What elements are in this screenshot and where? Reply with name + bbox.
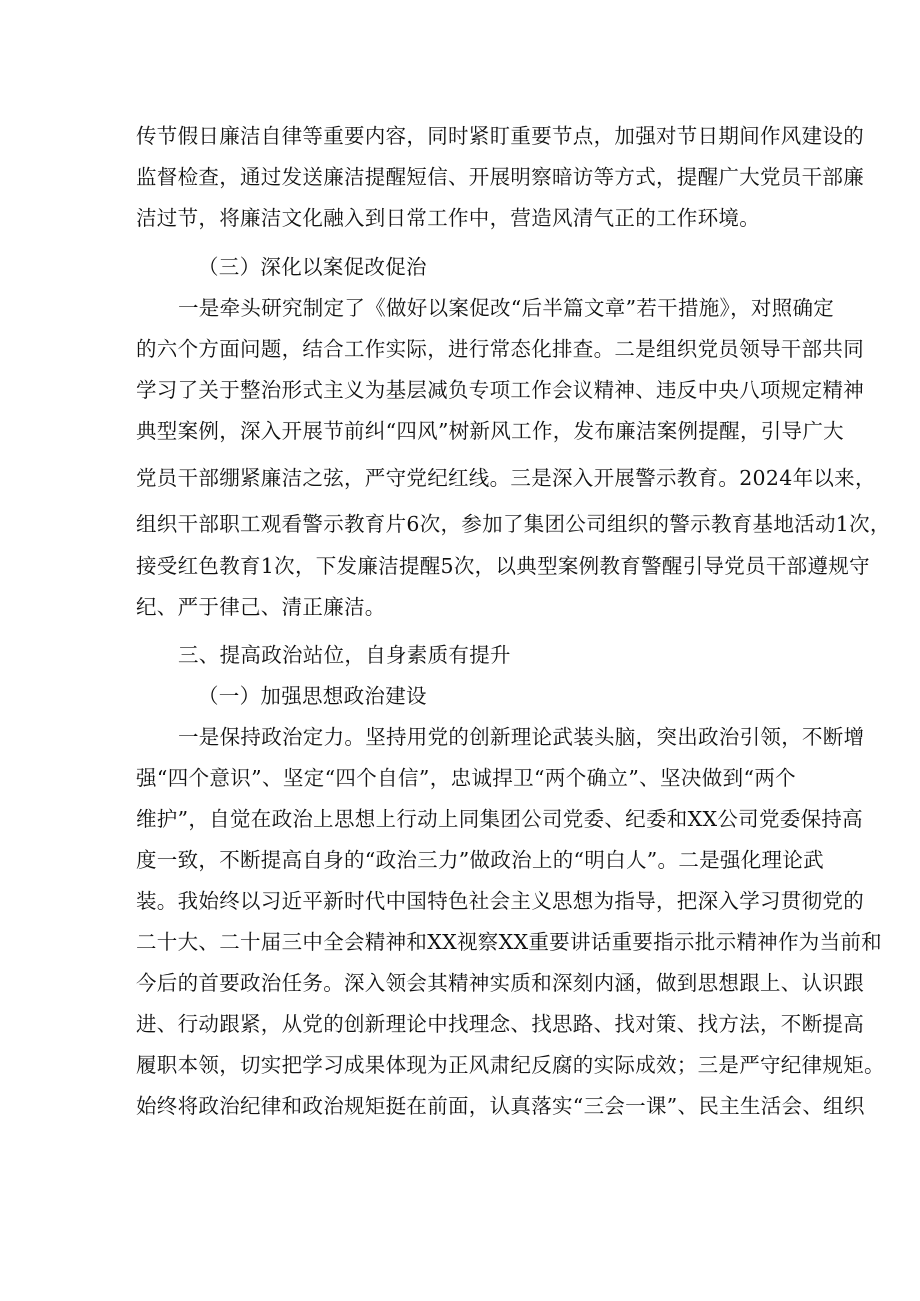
chapter-heading-3: 三、提高政治站位，自身素质有提升 <box>178 643 511 667</box>
section-heading-1: （一）加强思想政治建设 <box>198 684 427 708</box>
body-text-line: 一是牵头研究制定了《做好以案促改“后半篇文章”若干措施》，对照确定 <box>178 296 835 320</box>
body-text-line: 强“四个意识”、坚定“四个自信”，忠诚捍卫“两个确立”、坚决做到“两个 <box>136 766 796 790</box>
body-text-line: 维护”，自觉在政治上思想上行动上同集团公司党委、纪委和XX公司党委保持高 <box>136 807 863 831</box>
body-text-line: 装。我始终以习近平新时代中国特色社会主义思想为指导，把深入学习贯彻党的 <box>136 889 864 913</box>
body-text-line: 履职本领，切实把学习成果体现为正风肃纪反腐的实际成效；三是严守纪律规矩。 <box>136 1053 885 1077</box>
body-text-line: 的六个方面问题，结合工作实际，进行常态化排查。二是组织党员领导干部共同 <box>136 337 864 361</box>
body-text-line: 进、行动跟紧，从党的创新理论中找理念、找思路、找对策、找方法，不断提高 <box>136 1012 864 1036</box>
section-heading-3: （三）深化以案促改促治 <box>198 255 427 279</box>
body-text-line: 纪、严于律己、清正廉洁。 <box>136 595 386 619</box>
body-text-line: 典型案例，深入开展节前纠“四风”树新风工作，发布廉洁案例提醒，引导广大 <box>136 419 844 443</box>
body-text-line: 接受红色教育1次，下发廉洁提醒5次，以典型案例教育警醒引导党员干部遵规守 <box>136 554 870 578</box>
body-text-line: 始终将政治纪律和政治规矩挺在前面，认真落实“三会一课”、民主生活会、组织 <box>136 1094 865 1118</box>
body-text-line: 二十大、二十届三中全会精神和XX视察XX重要讲话重要指示批示精神作为当前和 <box>136 930 882 954</box>
body-text-line: 传节假日廉洁自律等重要内容，同时紧盯重要节点，加强对节日期间作风建设的 <box>136 124 864 148</box>
body-text-line: 学习了关于整治形式主义为基层减负专项工作会议精神、违反中央八项规定精神 <box>136 378 864 402</box>
body-text-line: 监督检查，通过发送廉洁提醒短信、开展明察暗访等方式，提醒广大党员干部廉 <box>136 165 864 189</box>
body-text-line: 一是保持政治定力。坚持用党的创新理论武装头脑，突出政治引领，不断增 <box>178 725 865 749</box>
body-text-line: 今后的首要政治任务。深入领会其精神实质和深刻内涵，做到思想跟上、认识跟 <box>136 971 864 995</box>
body-text-line: 洁过节，将廉洁文化融入到日常工作中，营造风清气正的工作环境。 <box>136 206 760 230</box>
body-text-line: 度一致，不断提高自身的“政治三力”做政治上的“明白人”。二是强化理论武 <box>136 848 824 872</box>
body-text-line: 组织干部职工观看警示教育片6次，参加了集团公司组织的警示教育基地活动1次， <box>136 512 891 536</box>
body-text-line: 党员干部绷紧廉洁之弦，严守党纪红线。三是深入开展警示教育。2024年以来， <box>136 466 876 490</box>
